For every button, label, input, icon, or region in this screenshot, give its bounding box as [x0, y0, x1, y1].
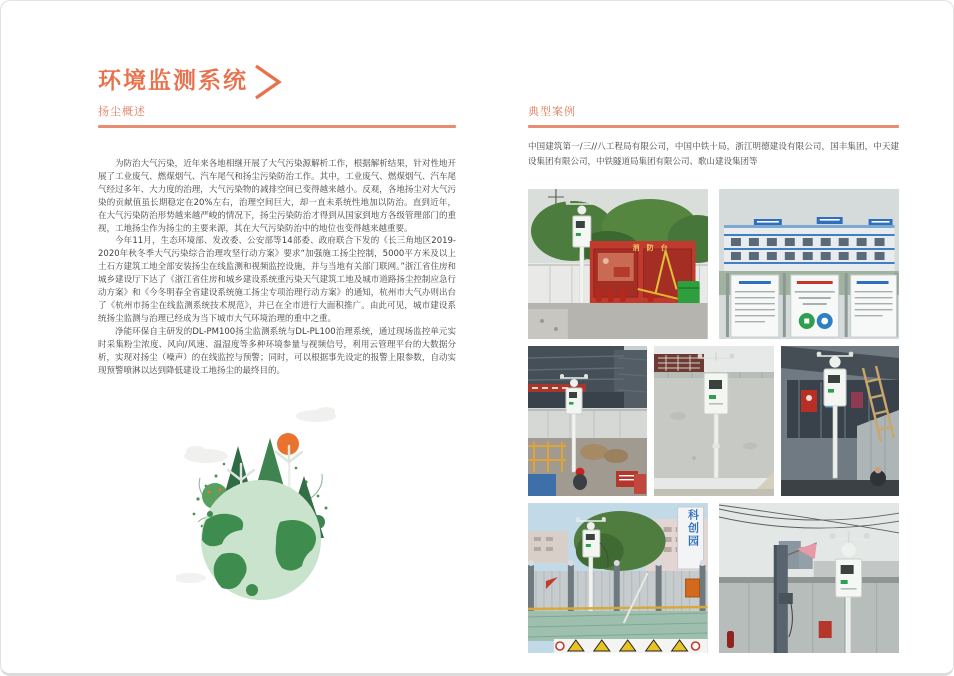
case-photo-3 [528, 346, 647, 496]
photo-row-1 [528, 189, 899, 339]
section-typical-cases-header [528, 103, 899, 128]
client-list: 中国建筑第一/三//八工程局有限公司，中国中铁十局，浙江明德建设有限公司，国丰集团，中天建设集团有限公司，中铁隧道局集团有限公司、歌山建设集团等 [528, 142, 899, 167]
body-paragraph: 今年11月，生态环境部、发改委、公安部等14部委、政府联合下发的《长三角地区2019-2020年秋冬季大气污染综合治理攻坚行动方案》要求“加强施工扬尘控制，5000平方米及以上土石方建筑工地全部安装扬尘在线监测和视频监控设施，并与当地有关部门联网。”浙江省住房和城乡建设厅下达了《浙江省住房和城乡建设系统重污染天气建筑工地及城市道路扬尘控制应急行动方案》和《今冬明春全省建设系统施工扬尘专项治理行动方案》的通知，杭州市大气办则出台了《杭州市扬尘在线监测系统技术规范》，并已在全市进行大面积推广。由此可见，城市建设系统扬尘监测与治理已经成为当下城市大气环境治理的重中之重。 [98, 236, 456, 324]
case-photo-3-image [528, 346, 647, 496]
case-photo-1 [528, 189, 708, 339]
case-photo-6-image [528, 503, 708, 653]
case-photo-6 [528, 503, 708, 653]
warning-triangles [556, 640, 700, 651]
case-photo-5 [781, 346, 899, 496]
section-dust-overview-header [98, 103, 456, 128]
case-photo-5-image [781, 346, 899, 496]
section-rule [528, 125, 899, 128]
photo-row-2 [528, 346, 899, 496]
body-paragraph: 净能环保自主研发的DL-PM100扬尘监测系统与DL-PL100治理系统，通过现场监控单元实时采集粉尘浓度、风向/风速、温湿度等多种环境参量与视频信号，利用云管理平台的大数据分析，实现对扬尘（噪声）的在线监控与预警；同时，可以根据事先设定的报警上限参数，自动实现预警喷淋以达到降低建设工地扬尘的最终目的。 [98, 326, 456, 376]
page-title: 环境监测系统 [98, 68, 248, 94]
body-paragraph: 为防治大气污染，近年来各地相继开展了大气污染源解析工作，根据解析结果，针对性地开展了工业废气、燃煤烟气、汽车尾气和扬尘污染防治工作。其中，工业废气、燃煤烟气、汽车尾气经过多年、大力度的治理，大气污染物的减排空间已变得越来越小。反观，各地扬尘对大气污染的贡献值虽长期稳定在20%左右，治理空间巨大，却一直未系统性地加以防治。直到近年，在大气污染防治形势越来越严峻的情况下，扬尘污染防治才得到从国家到地方各级管理部门的重视，工地扬尘作为扬尘的主要来源，其在大气污染防治中的地位也变得越来越重要。 [98, 159, 456, 234]
safety-sign-boards [730, 275, 896, 337]
case-photo-7 [719, 503, 900, 653]
chevron-right-icon [253, 64, 283, 100]
case-photo-2 [719, 189, 900, 339]
case-photo-grid [528, 189, 899, 660]
dust-overview-body [98, 158, 456, 377]
science-park-sign-label: 科创园 [686, 509, 700, 548]
case-photo-4-image [654, 346, 774, 496]
eco-earth-illustration [176, 404, 346, 602]
section-rule [98, 125, 456, 128]
case-photo-2-image [719, 189, 900, 339]
case-photo-1-image [528, 189, 708, 339]
globe-icon [201, 480, 321, 600]
fire-cabinet-label: 消防台 [632, 244, 675, 252]
case-photo-4 [654, 346, 774, 496]
photo-row-3 [528, 503, 899, 653]
section-label-dust-overview: 扬尘概述 [98, 105, 146, 118]
section-label-typical-cases: 典型案例 [528, 105, 576, 118]
case-photo-7-image [719, 503, 900, 653]
